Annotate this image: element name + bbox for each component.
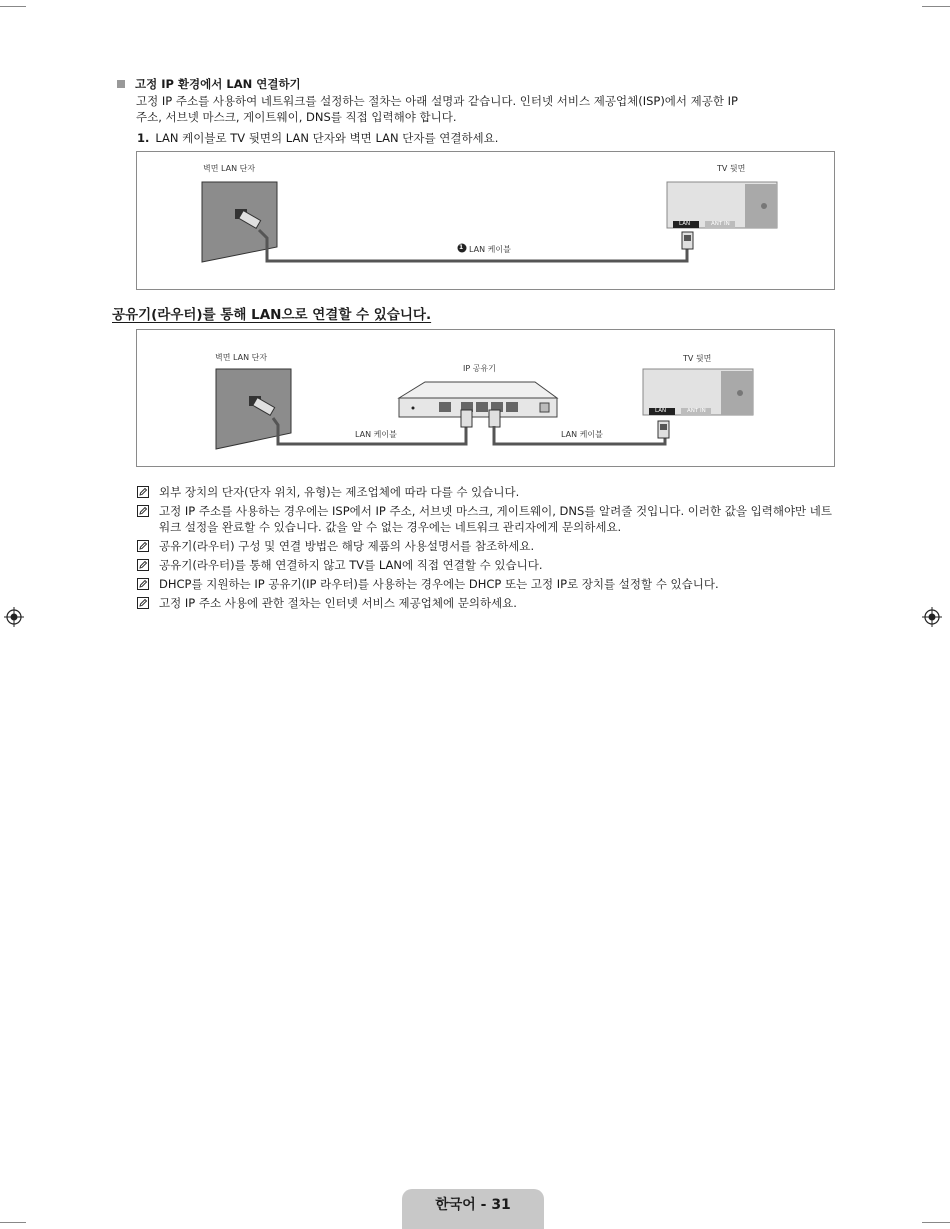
note-item [137, 503, 837, 535]
note-pencil-icon [137, 578, 149, 590]
note-pencil-icon [137, 540, 149, 552]
tv-port-lan-label: LAN [655, 408, 667, 414]
step-text: LAN 케이블로 TV 뒷면의 LAN 단자와 벽면 LAN 단자를 연결하세요. [155, 131, 499, 145]
page-number-tab: 한국어 - 31 [402, 1189, 544, 1229]
note-item [137, 576, 837, 592]
section-title-text: 고정 IP 환경에서 LAN 연결하기 [135, 77, 301, 91]
tv-port-lan-label: LAN [679, 221, 691, 227]
diagram-router-graphic [137, 330, 834, 466]
square-bullet-icon [117, 80, 125, 88]
note-item [137, 484, 837, 500]
crop-mark-bottom-right [922, 1222, 950, 1223]
diagram-direct-connection [136, 151, 835, 290]
tv-port-ant-label: ANT IN [687, 408, 706, 414]
crop-mark-top-right [922, 6, 950, 7]
lan-cable-right-label: LAN 케이블 [561, 430, 603, 439]
registration-mark-left-icon [4, 607, 24, 627]
cable-number-badge: 1 [459, 244, 464, 251]
registration-mark-right-icon [922, 607, 942, 627]
section-title [117, 76, 301, 92]
wall-lan-jack-icon [216, 369, 291, 449]
ip-router-icon [399, 382, 557, 417]
wall-jack-label: 벽면 LAN 단자 [215, 353, 268, 362]
note-text: 외부 장치의 단자(단자 위치, 유형)는 제조업체에 따라 다를 수 있습니다. [159, 485, 520, 499]
note-pencil-icon [137, 505, 149, 517]
router-connection-heading: 공유기(라우터)를 통해 LAN으로 연결할 수 있습니다. [112, 307, 432, 323]
tv-rear-label: TV 뒷면 [683, 354, 712, 363]
tv-port-ant-label: ANT IN [711, 221, 730, 227]
diagram-router-connection [136, 329, 835, 467]
crop-mark-bottom-left [0, 1222, 26, 1223]
notes-list [137, 484, 837, 614]
lan-cable-label: LAN 케이블 [469, 245, 511, 254]
note-item [137, 595, 837, 611]
note-text: DHCP를 지원하는 IP 공유기(IP 라우터)를 사용하는 경우에는 DHCP 또는 고정 IP로 장치를 설정할 수 있습니다. [159, 577, 719, 591]
note-item [137, 538, 837, 554]
note-text: 공유기(라우터)를 통해 연결하지 않고 TV를 LAN에 직접 연결할 수 있습니다. [159, 558, 543, 572]
step-1 [137, 130, 498, 146]
lan-cable-left-label: LAN 케이블 [355, 430, 397, 439]
crop-mark-top-left [0, 6, 26, 7]
step-number: 1. [137, 131, 150, 145]
note-text: 공유기(라우터) 구성 및 연결 방법은 해당 제품의 사용설명서를 참조하세요. [159, 539, 535, 553]
note-text: 고정 IP 주소 사용에 관한 절차는 인터넷 서비스 제공업체에 문의하세요. [159, 596, 517, 610]
note-pencil-icon [137, 486, 149, 498]
intro-paragraph-line1: 고정 IP 주소를 사용하여 네트워크를 설정하는 절차는 아래 설명과 같습니다. 인터넷 서비스 제공업체(ISP)에서 제공한 IP [136, 94, 738, 108]
wall-jack-label: 벽면 LAN 단자 [203, 164, 256, 173]
tv-rear-label: TV 뒷면 [717, 164, 746, 173]
router-label: IP 공유기 [463, 364, 496, 373]
note-pencil-icon [137, 559, 149, 571]
note-text: 고정 IP 주소를 사용하는 경우에는 ISP에서 IP 주소, 서브넷 마스크, 게이트웨이, DNS를 알려줄 것입니다. 이러한 값을 입력해야만 네트워크 설정을 완료할 수 있습니다. 값을 알 수 없는 경우에는 네트워크 관리자에게 문의하세요. [159, 504, 833, 534]
note-item [137, 557, 837, 573]
note-pencil-icon [137, 597, 149, 609]
intro-paragraph-line2: 주소, 서브넷 마스크, 게이트웨이, DNS를 직접 입력해야 합니다. [136, 110, 457, 124]
